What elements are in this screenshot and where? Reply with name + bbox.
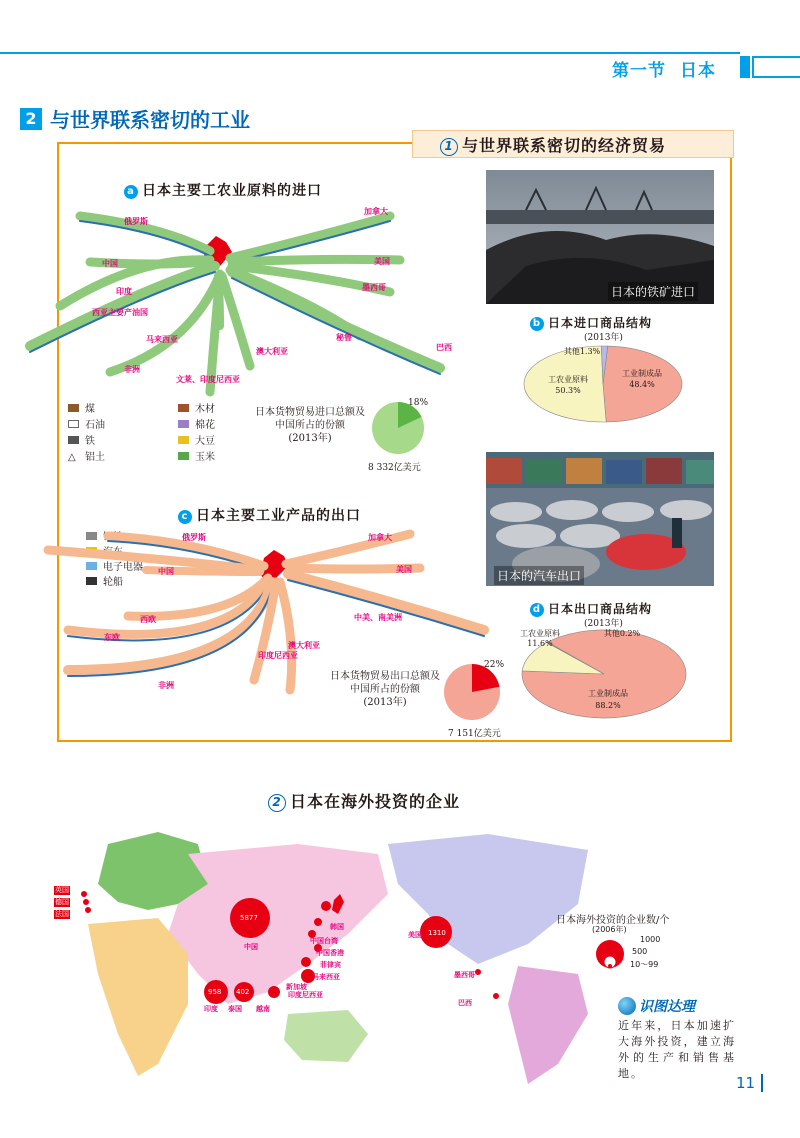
legend-steel: 钢铁 bbox=[86, 528, 123, 543]
investment-legend-500: 500 bbox=[632, 947, 648, 956]
legend-timber: 木材 bbox=[178, 400, 215, 415]
legend-oil: 石油 bbox=[68, 416, 105, 431]
legend-car: 汽车 bbox=[86, 543, 123, 558]
circle-brazil bbox=[493, 993, 499, 999]
export-pie-note: 日本货物贸易出口总额及 中国所占的份额 (2013年) bbox=[330, 671, 440, 708]
world-label-thailand: 泰国 bbox=[228, 1005, 242, 1013]
side-note-box bbox=[618, 996, 738, 1016]
export-structure-title: d 日本出口商品结构 bbox=[530, 600, 652, 617]
soybean-icon bbox=[178, 436, 189, 444]
world-label-mexico: 墨西哥 bbox=[454, 971, 475, 979]
import-structure-pie bbox=[518, 338, 688, 426]
export-label-africa: 非洲 bbox=[158, 681, 174, 690]
side-note-text: 近年来，日本加速扩大海外投资，建立海外的生产和销售基地。 bbox=[618, 1019, 736, 1080]
import-label-brunei-indonesia: 文莱、印度尼西亚 bbox=[176, 375, 240, 384]
circle-uk bbox=[81, 891, 87, 897]
world-label-usa: 美国 bbox=[408, 931, 422, 939]
header-country: 日本 bbox=[680, 61, 716, 81]
import-label-brazil: 巴西 bbox=[436, 343, 452, 352]
corn-icon bbox=[178, 452, 189, 460]
import-total: 8 332亿美元 bbox=[368, 463, 421, 473]
export-label-russia: 俄罗斯 bbox=[182, 533, 206, 542]
world-label-india: 印度 bbox=[204, 1005, 218, 1013]
import-label-canada: 加拿大 bbox=[364, 207, 388, 216]
trade-title-text: 与世界联系密切的经济贸易 bbox=[462, 136, 667, 155]
legend-corn: 玉米 bbox=[178, 448, 215, 463]
page-number: 11 bbox=[736, 1074, 763, 1092]
world-map-title: 2 日本在海外投资的企业 bbox=[268, 789, 460, 812]
structure-text-2: 工农业原料 bbox=[548, 375, 588, 384]
legend-cotton: 棉花 bbox=[178, 416, 215, 431]
circle-malaysia bbox=[301, 957, 311, 967]
cotton-icon bbox=[178, 420, 189, 428]
header-box bbox=[752, 56, 800, 78]
structure-text-0: 工业制成品 bbox=[588, 689, 628, 698]
section-number: 2 bbox=[20, 108, 42, 130]
structure-text-2: 工农业原料 bbox=[520, 629, 560, 638]
header-rule bbox=[0, 52, 740, 54]
export-label-east-europe: 东欧 bbox=[104, 633, 120, 642]
circle-taiwan bbox=[314, 918, 322, 926]
side-note-title: 识图达理 bbox=[618, 996, 738, 1016]
world-value-china: 5877 bbox=[240, 914, 258, 922]
investment-legend-1000: 1000 bbox=[640, 935, 661, 944]
export-label-australia: 澳大利亚 bbox=[288, 641, 320, 650]
world-label-hongkong: 中国香港 bbox=[316, 949, 344, 957]
circle-mexico bbox=[475, 969, 481, 975]
export-label-usa: 美国 bbox=[396, 565, 412, 574]
investment-legend-year: (2006年) bbox=[592, 925, 627, 934]
import-label-russia: 俄罗斯 bbox=[124, 217, 148, 226]
world-number: 2 bbox=[268, 794, 286, 812]
circle-vietnam bbox=[268, 986, 280, 998]
export-total: 7 151亿美元 bbox=[448, 729, 501, 739]
import-arrow-map bbox=[20, 196, 460, 400]
import-label-mexico: 墨西哥 bbox=[362, 283, 386, 292]
import-structure-title: b 日本进口商品结构 bbox=[530, 314, 652, 331]
investment-legend-10-99: 10～99 bbox=[630, 960, 659, 969]
legend-circle-small bbox=[608, 964, 612, 968]
structure-text-1: 48.4% bbox=[629, 380, 655, 389]
world-label-vietnam: 越南 bbox=[256, 1005, 270, 1013]
import-share-pct: 18% bbox=[408, 398, 429, 408]
iron-cart-icon bbox=[68, 436, 79, 444]
arrow-australia bbox=[222, 276, 250, 366]
structure-text-4: 其他1.3% bbox=[563, 347, 601, 356]
import-label-usa: 美国 bbox=[374, 257, 390, 266]
world-value-india: 958 bbox=[208, 988, 222, 996]
timber-icon bbox=[178, 404, 189, 412]
bauxite-icon: △ bbox=[68, 452, 76, 463]
investment-legend-title: 日本海外投资的企业数/个 bbox=[556, 915, 670, 926]
export-share-pct: 22% bbox=[484, 660, 505, 670]
import-pie-note: 日本货物贸易进口总额及 中国所占的份额 (2013年) bbox=[255, 407, 365, 444]
trade-title bbox=[440, 133, 666, 156]
structure-text-3: 50.3% bbox=[555, 386, 581, 395]
export-map-badge: c bbox=[178, 510, 192, 524]
photo-car-export bbox=[486, 452, 714, 586]
export-structure-year: (2013年) bbox=[584, 619, 623, 629]
legend-iron: 铁 bbox=[68, 432, 95, 447]
import-label-peru: 秘鲁 bbox=[336, 333, 352, 342]
export-structure-pie bbox=[516, 622, 692, 722]
legend-electronics: 电子电器 bbox=[86, 558, 143, 573]
photo-car-caption: 日本的汽车出口 bbox=[494, 566, 584, 585]
legend-coal: 煤 bbox=[68, 400, 95, 415]
circle-france bbox=[85, 907, 91, 913]
world-label-china: 中国 bbox=[244, 943, 258, 951]
structure-text-0: 工业制成品 bbox=[622, 369, 662, 378]
legend-bauxite: △ 铝土 bbox=[68, 452, 105, 463]
world-label-brazil: 巴西 bbox=[458, 999, 472, 1007]
import-label-africa: 非洲 bbox=[124, 365, 140, 374]
globe-icon bbox=[618, 997, 636, 1015]
structure-text-4: 其他0.2% bbox=[603, 629, 641, 638]
oil-barrel-icon bbox=[68, 420, 79, 428]
photo-iron-caption: 日本的铁矿进口 bbox=[608, 282, 698, 301]
circle-korea bbox=[321, 901, 331, 911]
export-structure-badge: d bbox=[530, 603, 544, 617]
export-label-indonesia: 印度尼西亚 bbox=[258, 651, 298, 660]
legend-ship: 轮船 bbox=[86, 573, 123, 588]
export-label-latin-america: 中美、南美洲 bbox=[354, 613, 402, 622]
export-label-china: 中国 bbox=[158, 567, 174, 576]
import-label-west-asia: 西亚主要产油国 bbox=[92, 308, 148, 317]
import-map-title-text: 日本主要工农业原料的进口 bbox=[142, 183, 322, 199]
header-bar bbox=[740, 56, 750, 78]
running-header bbox=[612, 56, 716, 81]
section-title: 与世界联系密切的工业 bbox=[50, 108, 250, 132]
world-value-usa: 1310 bbox=[428, 929, 446, 937]
world-label-france: 法国 bbox=[55, 910, 69, 918]
arrow-malaysia bbox=[218, 276, 220, 326]
legend-soybean: 大豆 bbox=[178, 432, 215, 447]
world-label-germany: 德国 bbox=[55, 898, 69, 906]
trade-number: 1 bbox=[440, 138, 458, 156]
world-label-malaysia: 马来西亚 bbox=[312, 973, 340, 981]
import-label-australia: 澳大利亚 bbox=[256, 347, 288, 356]
export-label-canada: 加拿大 bbox=[368, 533, 392, 542]
export-label-west-europe: 西欧 bbox=[140, 615, 156, 624]
import-structure-badge: b bbox=[530, 317, 544, 331]
world-label-indonesia: 印度尼西亚 bbox=[288, 991, 323, 999]
import-label-china: 中国 bbox=[102, 259, 118, 268]
import-label-india: 印度 bbox=[116, 287, 132, 296]
world-label-taiwan: 中国台湾 bbox=[310, 937, 338, 945]
export-map-title-text: 日本主要工业产品的出口 bbox=[196, 508, 361, 524]
header-section: 第一节 bbox=[612, 61, 666, 81]
import-map-badge: a bbox=[124, 185, 138, 199]
world-value-thailand: 402 bbox=[236, 988, 250, 996]
arrow-canada bbox=[230, 216, 390, 258]
structure-text-1: 88.2% bbox=[595, 701, 621, 710]
coal-icon bbox=[68, 404, 79, 412]
world-label-uk: 英国 bbox=[55, 886, 69, 894]
structure-slice-1 bbox=[524, 346, 606, 422]
structure-text-3: 11.6% bbox=[527, 639, 553, 648]
import-structure-year: (2013年) bbox=[584, 333, 623, 343]
circle-germany bbox=[83, 899, 89, 905]
export-arrow-australia bbox=[280, 582, 292, 690]
photo-iron-ore-import bbox=[486, 170, 714, 304]
world-label-philippines: 菲律宾 bbox=[320, 961, 341, 969]
world-label-korea: 韩国 bbox=[330, 923, 344, 931]
import-label-malaysia: 马来西亚 bbox=[146, 335, 178, 344]
world-label-singapore: 新加坡 bbox=[286, 983, 307, 991]
